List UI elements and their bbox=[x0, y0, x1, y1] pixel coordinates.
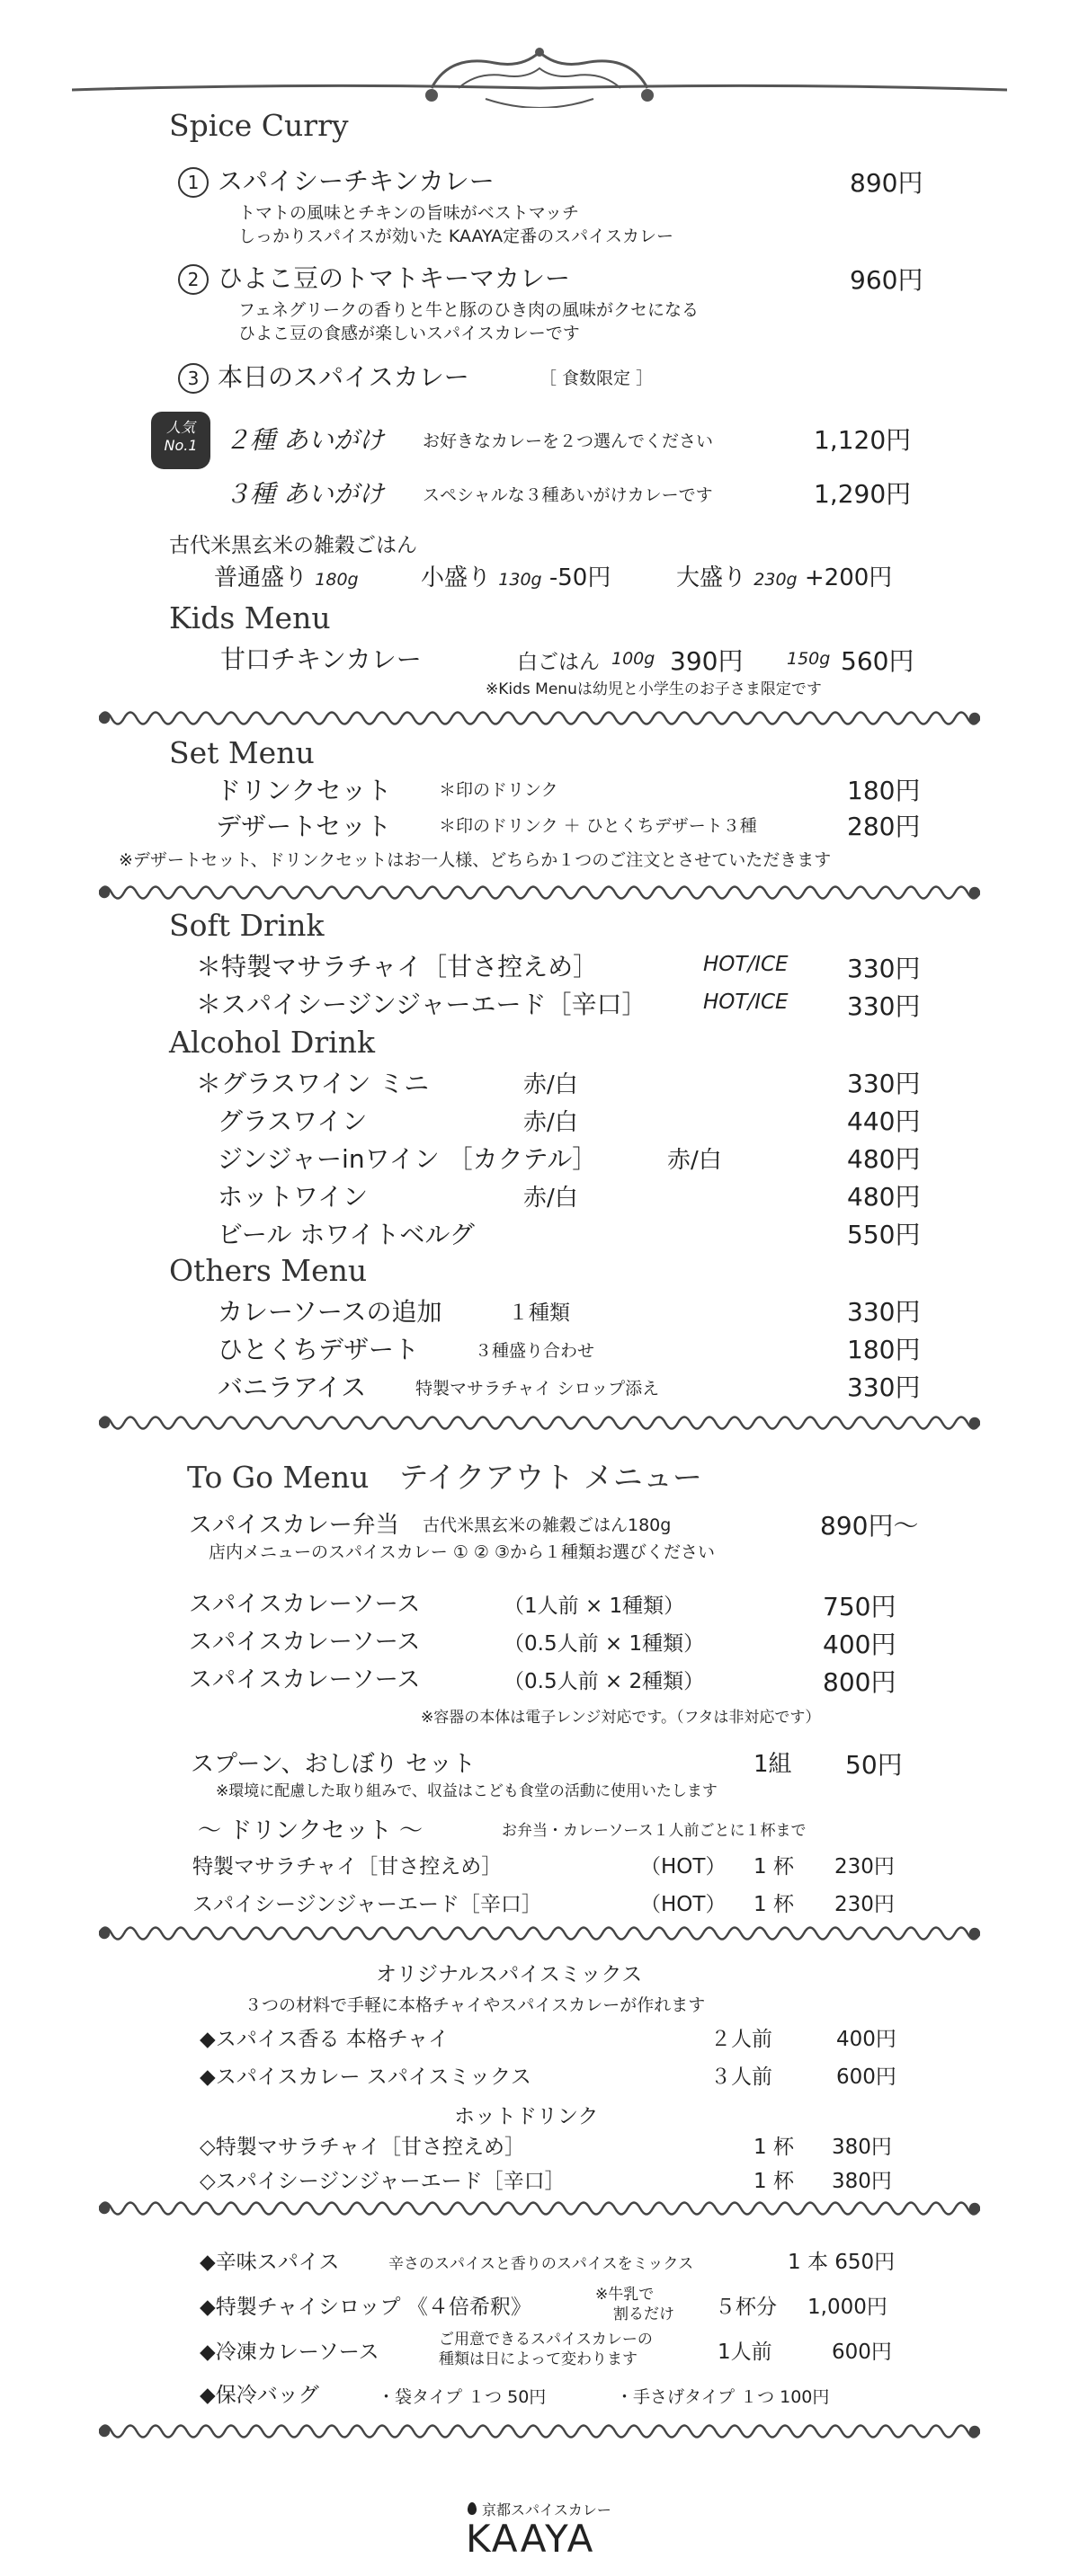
rice-large-price: +200円 bbox=[804, 564, 893, 591]
ornament-divider bbox=[99, 2416, 980, 2447]
rice-small: 小盛り bbox=[421, 564, 492, 591]
togo-drink-temp: （HOT） bbox=[640, 1893, 727, 1916]
alcohol-price: 440円 bbox=[847, 1106, 921, 1136]
badge-line: No.1 bbox=[164, 437, 198, 454]
section-others-menu: Others Menu bbox=[169, 1253, 368, 1288]
aigake-3-name: ３種 あいがけ bbox=[225, 479, 384, 509]
bento-note: 古代米黒玄米の雑穀ごはん180g bbox=[423, 1515, 672, 1535]
hot-title: ホットドリンク bbox=[454, 2105, 599, 2128]
mix-title: オリジナルスパイスミックス bbox=[376, 1963, 643, 1986]
section-kids-menu: Kids Menu bbox=[169, 600, 331, 635]
aigake-2-name: ２種 あいがけ bbox=[225, 425, 384, 455]
soft-drink-temp: HOT/ICE bbox=[703, 953, 789, 976]
rice-title: 古代米黒玄米の雑穀ごはん bbox=[169, 534, 417, 557]
goods-spice-price: 1 本 650円 bbox=[788, 2251, 896, 2274]
sauce-price: 750円 bbox=[823, 1592, 896, 1621]
goods-syrup-qty: ５杯分 bbox=[715, 2296, 777, 2319]
alcohol-name: ジンジャーinワイン ［カクテル］ bbox=[218, 1144, 598, 1174]
set-footnote: ※デザートセット、ドリンクセットはお一人様、どちらか１つのご注文とさせていただきます bbox=[119, 850, 832, 870]
goods-syrup-note: 割るだけ bbox=[613, 2305, 674, 2323]
aigake-2-price: 1,120円 bbox=[814, 425, 912, 455]
item-note: ［ 食数限定 ］ bbox=[540, 369, 654, 388]
set-drink-price: 180円 bbox=[847, 776, 921, 805]
soft-drink-temp: HOT/ICE bbox=[703, 990, 789, 1014]
aigake-3-note: スペシャルな３種あいがけカレーです bbox=[423, 485, 713, 505]
goods-spice-note: 辛さのスパイスと香りのスパイスをミックス bbox=[388, 2255, 694, 2273]
alcohol-opt: 赤/白 bbox=[523, 1185, 578, 1212]
others-price: 180円 bbox=[847, 1335, 921, 1364]
rice-options bbox=[214, 559, 359, 592]
others-opt: 特製マサラチャイ シロップ添え bbox=[415, 1379, 660, 1399]
sauce-name: スパイスカレーソース bbox=[189, 1591, 421, 1618]
item-name: ひよこ豆のトマトキーマカレー bbox=[218, 263, 571, 293]
goods-bag-name: ◆保冷バッグ bbox=[200, 2384, 319, 2407]
rice-normal-grams: 180g bbox=[315, 570, 359, 590]
soft-drink-name: ＊特製マサラチャイ［甘さ控えめ］ bbox=[196, 952, 599, 982]
rice-small-option bbox=[421, 559, 611, 592]
logo-sub: 京都スパイスカレー bbox=[482, 2501, 611, 2518]
mix-item-name: ◆スパイスカレー スパイスミックス bbox=[200, 2065, 531, 2089]
togo-drink-qty: 1 杯 bbox=[754, 1855, 794, 1879]
item-desc: ひよこ豆の食感が楽しいスパイスカレーです bbox=[238, 324, 580, 343]
rice-large-grams: 230g bbox=[754, 570, 798, 590]
mix-item-price: 400円 bbox=[836, 2028, 896, 2051]
soft-drink-price: 330円 bbox=[847, 954, 921, 983]
menu-item-3 bbox=[178, 358, 469, 394]
alcohol-price: 480円 bbox=[847, 1182, 921, 1212]
alcohol-price: 330円 bbox=[847, 1069, 921, 1098]
alcohol-price: 550円 bbox=[847, 1220, 921, 1249]
goods-bag-option: ・手さげタイプ １つ 100円 bbox=[616, 2387, 830, 2407]
ornament-divider bbox=[99, 877, 980, 908]
rice-small-price: -50円 bbox=[548, 564, 611, 591]
alcohol-name: グラスワイン bbox=[218, 1106, 368, 1136]
sauce-opt: （1人前 × 1種類） bbox=[504, 1594, 685, 1618]
ornament-divider bbox=[99, 703, 980, 733]
spoon-name: スプーン、おしぼり セット bbox=[191, 1751, 476, 1778]
item-desc: トマトの風味とチキンの旨味がベストマッチ bbox=[238, 203, 580, 223]
togo-drink-name: 特製マサラチャイ［甘さ控えめ］ bbox=[192, 1855, 503, 1879]
menu-item-2 bbox=[178, 259, 570, 295]
kids-note: ※Kids Menuは幼児と小学生のお子さま限定です bbox=[486, 680, 822, 698]
ornament-divider bbox=[99, 2193, 980, 2224]
item-name: スパイシーチキンカレー bbox=[218, 166, 495, 196]
section-to-go-menu: To Go Menu テイクアウト メニュー bbox=[187, 1460, 702, 1495]
goods-bag-option: ・袋タイプ １つ 50円 bbox=[378, 2387, 547, 2407]
item-desc: フェネグリークの香りと牛と豚のひき肉の風味がクセになる bbox=[238, 300, 700, 320]
togo-drink-price: 230円 bbox=[834, 1893, 895, 1916]
alcohol-price: 480円 bbox=[847, 1144, 921, 1174]
alcohol-name: ビール ホワイトベルグ bbox=[218, 1220, 475, 1249]
sauce-opt: （0.5人前 × 2種類） bbox=[504, 1670, 705, 1693]
set-drink-note: ＊印のドリンク bbox=[439, 780, 558, 800]
goods-frozen-price: 600円 bbox=[832, 2341, 892, 2364]
kids-grams-1: 100g bbox=[611, 649, 655, 669]
alcohol-name: ホットワイン bbox=[218, 1182, 369, 1212]
ornament-divider bbox=[99, 1408, 980, 1438]
alcohol-name: ＊グラスワイン ミニ bbox=[196, 1069, 430, 1098]
badge-line: 人気 bbox=[165, 419, 195, 436]
set-dessert-name: デザートセット bbox=[216, 812, 392, 841]
spoon-qty: 1組 bbox=[754, 1751, 792, 1778]
goods-frozen-qty: 1人前 bbox=[718, 2341, 772, 2364]
goods-syrup-note: ※牛乳で bbox=[595, 2286, 655, 2304]
soft-drink-price: 330円 bbox=[847, 991, 921, 1021]
top-ornament bbox=[72, 36, 1007, 108]
rice-large-option bbox=[676, 559, 892, 592]
item-price: 960円 bbox=[850, 265, 923, 295]
bento-price: 890円〜 bbox=[820, 1511, 919, 1541]
spoon-note: ※環境に配慮した取り組みで、収益はこども食堂の活動に使用いたします bbox=[216, 1782, 718, 1800]
hot-drink-name: ◇スパイシージンジャーエード［辛口］ bbox=[200, 2170, 566, 2193]
goods-syrup-price: 1,000円 bbox=[807, 2296, 887, 2319]
others-opt: １種類 bbox=[508, 1301, 570, 1325]
kids-rice: 白ごはん bbox=[517, 651, 600, 674]
sauce-name: スパイスカレーソース bbox=[189, 1629, 421, 1656]
mix-item-qty: ３人前 bbox=[710, 2065, 772, 2089]
drinkset-note: お弁当・カレーソース１人前ごとに１杯まで bbox=[502, 1822, 807, 1840]
spoon-price: 50円 bbox=[845, 1750, 903, 1780]
mix-item-qty: ２人前 bbox=[710, 2028, 772, 2051]
item-number: 3 bbox=[178, 363, 209, 394]
item-number: 1 bbox=[178, 167, 209, 198]
goods-frozen-note: ご用意できるスパイスカレーの bbox=[439, 2331, 653, 2349]
item-number: 2 bbox=[178, 264, 209, 295]
soft-drink-name: ＊スパイシージンジャーエード［辛口］ bbox=[196, 990, 647, 1019]
alcohol-opt: 赤/白 bbox=[667, 1147, 722, 1174]
others-name: バニラアイス bbox=[218, 1372, 367, 1402]
hot-drink-price: 380円 bbox=[832, 2136, 892, 2159]
hot-drink-qty: 1 杯 bbox=[754, 2136, 794, 2159]
ornament-divider bbox=[99, 1918, 980, 1949]
set-dessert-price: 280円 bbox=[847, 812, 921, 841]
kids-grams-2: 150g bbox=[787, 649, 831, 669]
bento-sub: 店内メニューのスパイスカレー ① ② ③から１種類お選びください bbox=[209, 1542, 716, 1562]
aigake-2-note: お好きなカレーを２つ選んでください bbox=[423, 431, 714, 451]
section-soft-drink: Soft Drink bbox=[169, 908, 325, 943]
kids-price-1: 390円 bbox=[670, 646, 744, 676]
sauce-name: スパイスカレーソース bbox=[189, 1666, 421, 1693]
item-desc: しっかりスパイスが効いた KAAYA定番のスパイスカレー bbox=[238, 227, 673, 246]
goods-syrup-name: ◆特製チャイシロップ 《４倍希釈》 bbox=[200, 2296, 531, 2319]
sauce-price: 400円 bbox=[823, 1630, 896, 1659]
alcohol-opt: 赤/白 bbox=[523, 1109, 578, 1136]
rice-small-grams: 130g bbox=[498, 570, 542, 590]
item-name: 本日のスパイスカレー bbox=[218, 362, 469, 392]
kids-item-name: 甘口チキンカレー bbox=[220, 644, 422, 674]
sauce-opt: （0.5人前 × 1種類） bbox=[504, 1632, 705, 1656]
togo-drink-qty: 1 杯 bbox=[754, 1893, 794, 1916]
drinkset-title: 〜 ドリンクセット 〜 bbox=[198, 1817, 424, 1844]
goods-frozen-note: 種類は日によって変わります bbox=[439, 2350, 638, 2368]
set-dessert-note: ＊印のドリンク ＋ ひとくちデザート３種 bbox=[439, 816, 757, 836]
rice-large: 大盛り bbox=[676, 564, 747, 591]
set-drink-name: ドリンクセット bbox=[216, 776, 392, 805]
mix-item-name: ◆スパイス香る 本格チャイ bbox=[200, 2028, 450, 2051]
togo-drink-price: 230円 bbox=[834, 1855, 895, 1879]
others-name: ひとくちデザート bbox=[218, 1335, 420, 1364]
others-price: 330円 bbox=[847, 1372, 921, 1402]
hot-drink-price: 380円 bbox=[832, 2170, 892, 2193]
aigake-3-price: 1,290円 bbox=[814, 479, 912, 509]
logo-drop-icon bbox=[468, 2502, 477, 2515]
hot-drink-qty: 1 杯 bbox=[754, 2170, 794, 2193]
item-price: 890円 bbox=[850, 168, 923, 198]
section-alcohol-drink: Alcohol Drink bbox=[169, 1025, 375, 1060]
mix-subtitle: ３つの材料で手軽に本格チャイやスパイスカレーが作れます bbox=[245, 1995, 706, 2015]
sauce-price: 800円 bbox=[823, 1667, 896, 1697]
mix-item-price: 600円 bbox=[836, 2065, 896, 2089]
rice-normal: 普通盛り bbox=[214, 564, 308, 591]
logo bbox=[459, 2499, 620, 2562]
section-set-menu: Set Menu bbox=[169, 735, 315, 770]
others-opt: ３種盛り合わせ bbox=[475, 1341, 595, 1361]
logo-main: KAAYA bbox=[466, 2517, 595, 2561]
hot-drink-name: ◇特製マサラチャイ［甘さ控えめ］ bbox=[200, 2136, 525, 2159]
menu-item-1 bbox=[178, 162, 495, 198]
others-name: カレーソースの追加 bbox=[218, 1297, 442, 1327]
others-price: 330円 bbox=[847, 1297, 921, 1327]
bento-name: スパイスカレー弁当 bbox=[189, 1512, 399, 1539]
alcohol-opt: 赤/白 bbox=[523, 1071, 578, 1098]
togo-drink-name: スパイシージンジャーエード［辛口］ bbox=[192, 1893, 542, 1916]
kids-price-2: 560円 bbox=[841, 646, 914, 676]
goods-frozen-name: ◆冷凍カレーソース bbox=[200, 2341, 379, 2364]
popular-badge bbox=[151, 412, 210, 469]
goods-spice-name: ◆辛味スパイス bbox=[200, 2251, 340, 2274]
section-spice-curry: Spice Curry bbox=[169, 108, 349, 143]
container-note: ※容器の本体は電子レンジ対応です。（フタは非対応です） bbox=[421, 1709, 821, 1727]
togo-drink-temp: （HOT） bbox=[640, 1855, 727, 1879]
